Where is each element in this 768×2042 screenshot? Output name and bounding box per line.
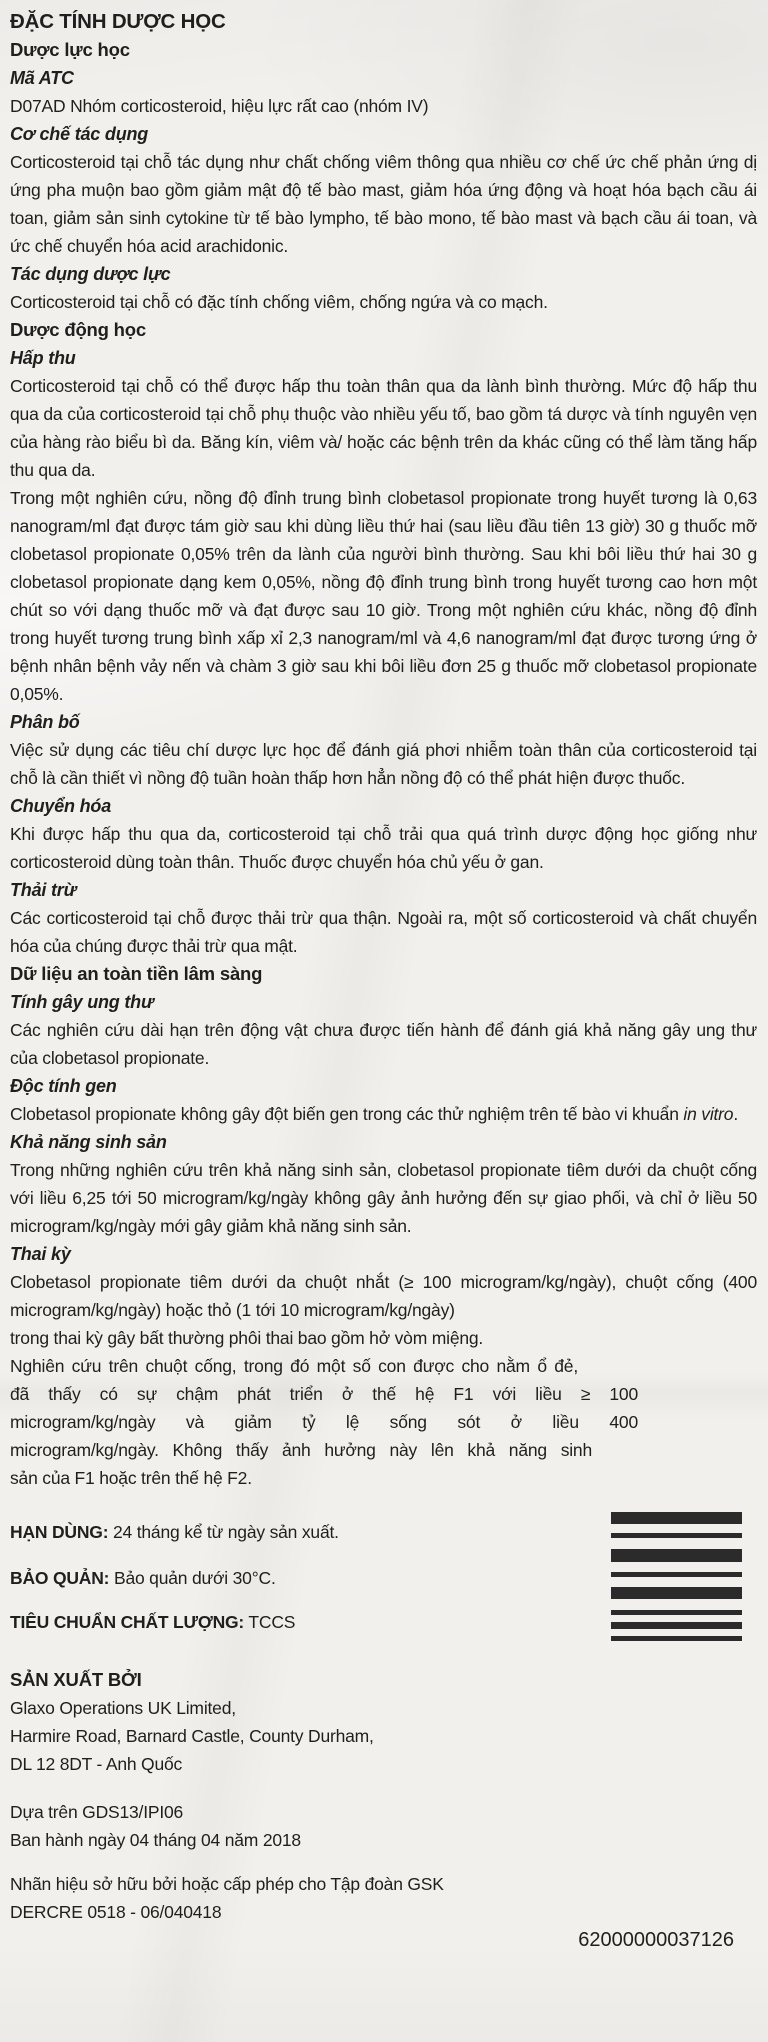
absorption-paragraph-1: Corticosteroid tại chỗ có thể được hấp thu toàn thân qua da lành bình thường. Mức độ hấp thu qua da của corticosteroid tại chỗ phụ thuộc vào nhiều yếu tố, bao gồm tá dược và tính nguyên vẹn của hàng rào biểu bì da. Băng kín, viêm và/ hoặc các bệnh trên da khác cũng có thể làm tăng hấp thu qua da. (10, 376, 757, 480)
shelf-life-value: 24 tháng kể từ ngày sản xuất. (108, 1522, 339, 1542)
registration-bar (611, 1549, 742, 1562)
batch-number: 62000000037126 (578, 1929, 734, 1951)
fertility-paragraph: Trong những nghiên cứu trên khả năng sinh sản, clobetasol propionate tiêm dưới da chuột cống với liều 6,25 tới 50 microgram/kg/ngày không gây ảnh hưởng đến sự giao phối, và chỉ ở liều 50 microgram/kg/ngày mới gây giảm khả năng sinh sản. (10, 1160, 757, 1236)
trademark-line: Nhãn hiệu sở hữu bởi hoặc cấp phép cho Tập đoàn GSK (10, 1874, 444, 1894)
genotoxicity-paragraph (10, 1100, 757, 1128)
pharmacodynamic-effects-heading: Tác dụng dược lực (10, 264, 171, 284)
pharmacodynamic-effects-paragraph: Corticosteroid tại chỗ có đặc tính chống viêm, chống ngứa và co mạch. (10, 292, 548, 312)
elimination-heading: Thải trừ (10, 880, 77, 900)
carcinogenicity-heading: Tính gây ung thư (10, 992, 154, 1012)
atc-code-text: D07AD Nhóm corticosteroid, hiệu lực rất cao (nhóm IV) (10, 96, 429, 116)
carcinogenicity-paragraph: Các nghiên cứu dài hạn trên động vật chưa được tiến hành để đánh giá khả năng gây ung thư của clobetasol propionate. (10, 1020, 757, 1068)
mechanism-paragraph: Corticosteroid tại chỗ tác dụng như chất chống viêm thông qua nhiều cơ chế ức chế phản ứng dị ứng pha muộn bao gồm giảm mật độ tế bào mast, giảm hóa ứng động và hoạt hóa bạch cầu ái toan, giảm sản sinh cytokine từ tế bào lympho, tế bào mono, tế bào mast và bạch cầu ái toan, và ức chế chuyển hóa acid arachidonic. (10, 152, 757, 256)
elimination-paragraph: Các corticosteroid tại chỗ được thải trừ qua thận. Ngoài ra, một số corticosteroid và chất chuyển hóa của chúng được thải trừ qua mật. (10, 908, 757, 956)
manufacturer-country: DL 12 8DT - Anh Quốc (10, 1754, 183, 1774)
storage-label: BẢO QUẢN: (10, 1568, 110, 1588)
page-title: ĐẶC TÍNH DƯỢC HỌC (10, 10, 226, 33)
pregnancy-paragraph-1: Clobetasol propionate tiêm dưới da chuột nhắt (≥ 100 microgram/kg/ngày), chuột cống (400 microgram/kg/ngày) hoặc thỏ (1 tới 10 microgram/kg/ngày) (10, 1272, 757, 1320)
registration-bar (611, 1587, 742, 1599)
genotoxicity-text: Clobetasol propionate không gây đột biến gen trong các thử nghiệm trên tế bào vi khuẩn (10, 1104, 684, 1124)
print-registration-bars-icon (611, 1512, 742, 1641)
genotoxicity-heading: Độc tính gen (10, 1076, 117, 1096)
metabolism-heading: Chuyển hóa (10, 796, 112, 816)
metabolism-paragraph: Khi được hấp thu qua da, corticosteroid tại chỗ trải qua quá trình dược động học giống như corticosteroid dùng toàn thân. Thuốc được chuyển hóa chủ yếu ở gan. (10, 824, 757, 872)
registration-bar (611, 1512, 742, 1524)
registration-bar (611, 1610, 742, 1615)
manufacturer-name: Glaxo Operations UK Limited, (10, 1698, 236, 1718)
genotoxicity-in-vitro: in vitro (683, 1104, 734, 1124)
absorption-heading: Hấp thu (10, 348, 76, 368)
fertility-heading: Khả năng sinh sản (10, 1132, 167, 1152)
registration-bar (611, 1622, 742, 1629)
pharmacodynamics-heading: Dược lực học (10, 39, 130, 60)
shelf-life-label: HẠN DÙNG: (10, 1522, 109, 1542)
preclinical-safety-heading: Dữ liệu an toàn tiền lâm sàng (10, 963, 263, 984)
issue-date-line: Ban hành ngày 04 tháng 04 năm 2018 (10, 1830, 301, 1850)
pregnancy-line-5: sản của F1 hoặc trên thế hệ F2. (10, 1468, 252, 1488)
mechanism-heading: Cơ chế tác dụng (10, 124, 149, 144)
pharmacokinetics-heading: Dược động học (10, 319, 146, 340)
storage-value: Bảo quản dưới 30°C. (109, 1568, 276, 1588)
gds-reference-line: Dựa trên GDS13/IPI06 (10, 1802, 184, 1822)
pregnancy-line-2: đã thấy có sự chậm phát triển ở thế hệ F1 với liều ≥ 100 (10, 1384, 638, 1404)
atc-code-heading: Mã ATC (10, 68, 74, 88)
quality-standard-value: TCCS (244, 1612, 296, 1632)
quality-standard-label: TIÊU CHUẨN CHẤT LƯỢNG: (10, 1612, 245, 1632)
pregnancy-line-3: microgram/kg/ngày và giảm tỷ lệ sống sót ở liều 400 (10, 1412, 638, 1432)
distribution-paragraph: Việc sử dụng các tiêu chí dược lực học để đánh giá phơi nhiễm toàn thân của corticosteroid tại chỗ là cần thiết vì nồng độ tuần hoàn thấp hơn hẳn nồng độ có thể phát hiện được thuốc. (10, 740, 757, 788)
genotoxicity-period: . (733, 1104, 739, 1124)
pregnancy-line-4: microgram/kg/ngày. Không thấy ảnh hưởng này lên khả năng sinh (10, 1440, 592, 1460)
registration-bar (611, 1533, 742, 1538)
pregnancy-paragraph-2: trong thai kỳ gây bất thường phôi thai bao gồm hở vòm miệng. (10, 1328, 484, 1348)
registration-bar (611, 1636, 742, 1641)
pregnancy-heading: Thai kỳ (10, 1244, 71, 1264)
absorption-paragraph-2: Trong một nghiên cứu, nồng độ đỉnh trung bình clobetasol propionate trong huyết tương là 0,63 nanogram/ml đạt được tám giờ sau khi dùng liều thứ hai (sau liều đầu tiên 13 giờ) 30 g thuốc mỡ clobetasol propionate 0,05% trên da lành của người bình thường. Sau khi bôi liều thứ hai 30 g clobetasol propionate dạng kem 0,05%, nồng độ đỉnh trung bình trong huyết tương cao hơn một chút so với dạng thuốc mỡ và đạt được sau 10 giờ. Trong một nghiên cứu khác, nồng độ đỉnh trong huyết tương trung bình xấp xỉ 2,3 nanogram/ml và 4,6 nanogram/ml đạt được tương ứng ở bệnh nhân bệnh vảy nến và chàm 3 giờ sau khi bôi liều đơn 25 g thuốc mỡ clobetasol propionate 0,05%. (10, 488, 757, 704)
manufacturer-address: Harmire Road, Barnard Castle, County Durham, (10, 1726, 374, 1746)
distribution-heading: Phân bố (10, 712, 80, 732)
pregnancy-line-1: Nghiên cứu trên chuột cống, trong đó một số con được cho nằm ổ đẻ, (10, 1356, 578, 1376)
registration-bar (611, 1572, 742, 1577)
manufacturer-heading: SẢN XUẤT BỞI (10, 1669, 142, 1690)
document-code-line: DERCRE 0518 - 06/040418 (10, 1902, 222, 1922)
